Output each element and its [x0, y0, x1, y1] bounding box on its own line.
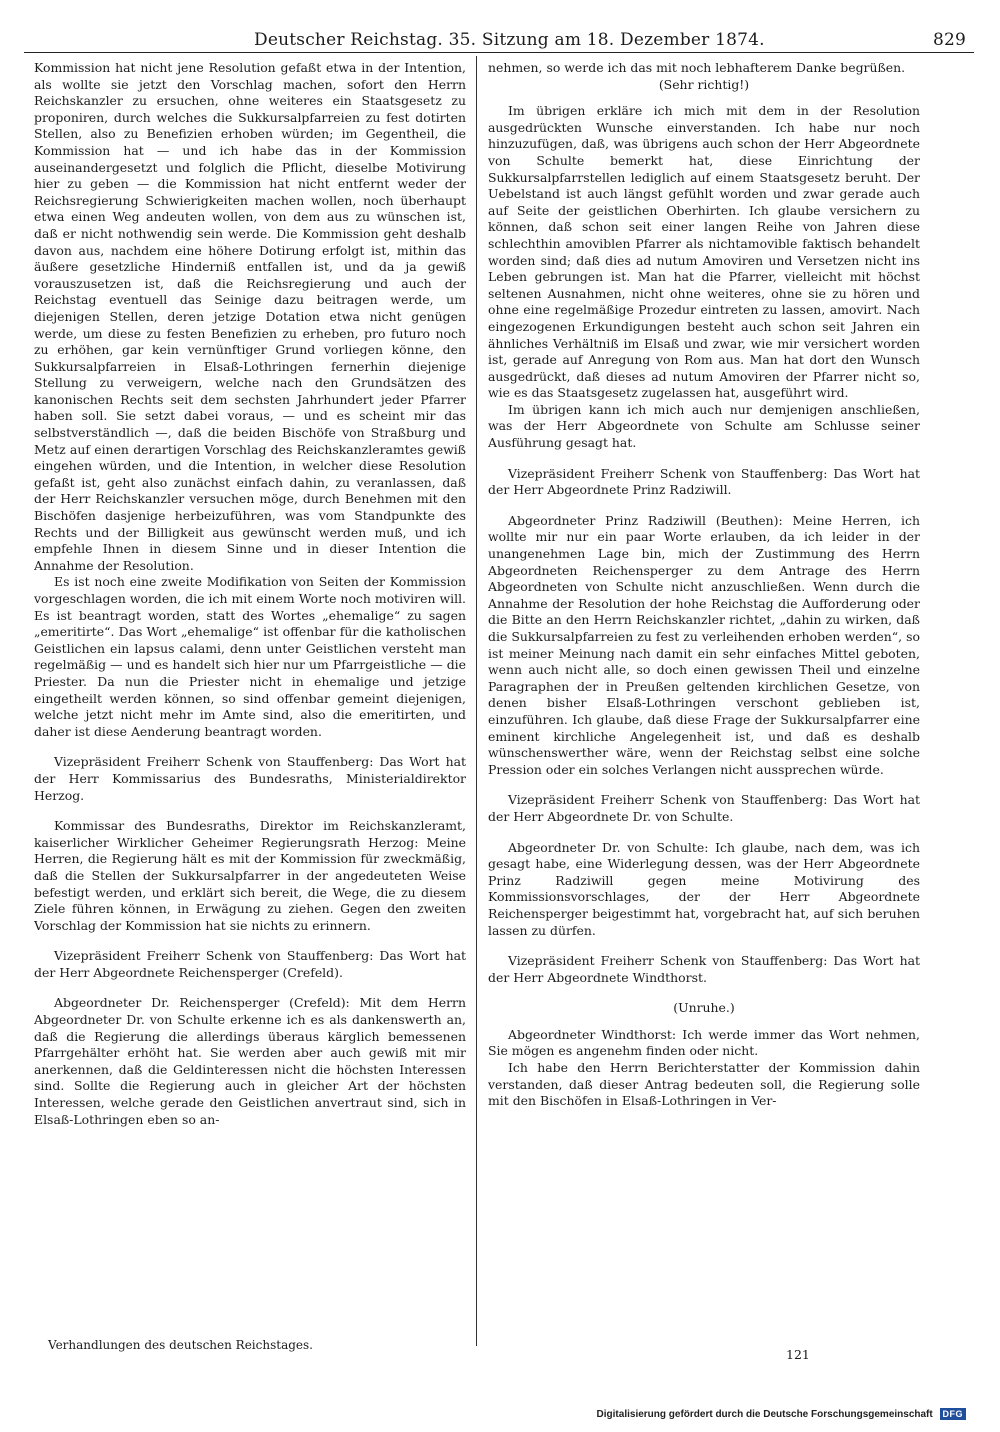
paragraph: Abgeordneter Windthorst: Ich werde immer das Wort nehmen, Sie mögen es angenehm finden oder nicht. — [488, 1026, 920, 1059]
paragraph: Ich habe den Herrn Berichterstatter der Kommission dahin verstanden, daß dieser Antrag bedeuten soll, die Regierung solle mit den Bischöfen in Elsaß-Lothringen in Ver- — [488, 1060, 920, 1109]
speaker-announcement: Vizepräsident Freiherr Schenk von Stauffenberg: Das Wort hat der Herr Abgeordnete Reichensperger (Crefeld). — [34, 948, 466, 980]
digitization-credit — [597, 1408, 966, 1420]
interjection: (Sehr richtig!) — [658, 76, 750, 92]
paragraph: Im übrigen erkläre ich mich mit dem in der Resolution ausgedrückten Wunsche einverstanden. Ich habe nur noch hinzuzufügen, daß, was übrigens auch schon der Herr Abgeordnete von Schulte bemerkt hat, diese Einrichtung der Sukkursalpfarrstellen lediglich auf einem Staatsgesetz beruht. Der Uebelstand ist auch längst gefühlt worden und zwar gerade auch auf Seite der geistlichen Oberhirten. Ich glaube versichern zu können, daß schon seit einer langen Reihe von Jahren diese schlechthin amoviblen Pfarrer als nichtamovible faktisch behandelt worden sind; daß dies ad nutum Amoviren und Versetzen nicht ins Leben gebrungen ist. Man hat die Pfarrer, vielleicht mit höchst seltenen Ausnahmen, nicht ohne weiteres, ohne sie zu hören und ohne eine regelmäßige Prozedur eintreten zu lassen, amovirt. Nach eingezogenen Erkundigungen besteht auch schon seit Jahren ein ähnliches Verhältniß im Elsaß und zwar, wie mir versichert worden ist, gerade auf Anregung von Rom aus. Man hat dort den Wunsch ausgedrückt, daß dieses ad nutum Amoviren der Pfarrer nicht so, wie es das Staatsgesetz zugelassen hat, ausgeführt wird. — [488, 103, 920, 401]
page-header — [24, 28, 974, 53]
paragraph: nehmen, so werde ich das mit noch lebhafterem Danke begrüßen. — [488, 60, 906, 75]
speaker-announcement: Vizepräsident Freiherr Schenk von Stauffenberg: Das Wort hat der Herr Abgeordnete Windthorst. — [488, 953, 920, 985]
speaker-announcement: Vizepräsident Freiherr Schenk von Stauffenberg: Das Wort hat der Herr Abgeordnete Dr. von Schulte. — [488, 792, 920, 824]
paragraph: Kommissar des Bundesraths, Direktor im Reichskanzleramt, kaiserlicher Wirklicher Geheimer Regierungsrath Herzog: Meine Herren, die Regierung hält es mit der Kommission für zweckmäßig, daß die Stellen der Sukkursalpfarrer in der angedeuteten Weise befestigt werden, und erklärt sich bereit, die Wege, die zu diesem Ziele führen können, in Erwägung zu ziehen. Gegen den zweiten Vorschlag der Kommission hat sie nichts zu erinnern. — [34, 818, 466, 933]
left-column — [34, 60, 466, 1360]
running-title: Deutscher Reichstag. 35. Sitzung am 18. Dezember 1874. — [254, 30, 765, 50]
paragraph: Abgeordneter Prinz Radziwill (Beuthen): Meine Herren, ich wollte mir nur ein paar Worte erlauben, da ich leider in der unangenehmen Lage bin, mich der Zustimmung des Herrn Abgeordneten Reichensperger zu dem Antrage des Herrn Abgeordneten von Schulte nicht anzuschließen. Wenn durch die Annahme der Resolution der hohe Reichstag die Aufforderung oder die Bitte an den Herrn Reichskanzler richtet, „dahin zu wirken, daß die Sukkursalpfarreien zu fest zu verleihenden erhoben werden“, so ist meiner Meinung nach damit ein sehr einfaches Mittel geboten, wenn auch nicht alle, so doch einen gewissen Theil und einzelne Paragraphen der in Preußen geltenden kirchlichen Gesetze, von denen bisher Elsaß-Lothringen verschont geblieben ist, einzuführen. Ich glaube, daß diese Frage der Sukkursalpfarrer eine eminent kirchliche Angelegenheit ist, und daß es deshalb wünschenswerther wäre, wenn der Reichstag selbst eine solche Pression oder ein solches Verlangen nicht aussprechen würde. — [488, 512, 920, 777]
paragraph: Im übrigen kann ich mich auch nur demjenigen anschließen, was der Herr Abgeordnete von Schulte am Schlusse seiner Ausführung gesagt hat. — [488, 401, 920, 451]
paragraph: Abgeordneter Dr. von Schulte: Ich glaube, nach dem, was ich gesagt habe, eine Widerlegung dessen, was der Herr Abgeordnete Prinz Radziwill gegen meine Motivirung des Kommissionsvorschlages, der der Herr Abgeordnete Reichensperger beigestimmt hat, vorgebracht hat, auf sich beruhen lassen zu dürfen. — [488, 839, 920, 938]
page-number: 829 — [932, 30, 966, 50]
speaker-announcement: Vizepräsident Freiherr Schenk von Stauffenberg: Das Wort hat der Herr Kommissarius des Bundesraths, Ministerialdirektor Herzog. — [34, 754, 466, 803]
interjection: (Unruhe.) — [673, 1000, 735, 1016]
sheet-signature: 121 — [786, 1347, 810, 1362]
dfg-logo-icon: DFG — [940, 1408, 967, 1420]
paragraph: Abgeordneter Dr. Reichensperger (Crefeld): Mit dem Herrn Abgeordneter Dr. von Schulte erkenne ich es als dankenswerth an, daß die Regierung die allerdings überaus kärglich bemessenen Pfarrgehälter erhöht hat. Sie werden aber auch gewiß mit mir anerkennen, daß die Geldinteressen nicht die höchsten Interessen sind. Sollte die Regierung auch in gleicher Art der höchsten Interessen, welche gerade den Geistlichen anvertraut sind, sich in Elsaß-Lothringen eben so an- — [34, 995, 466, 1127]
credit-text: Digitalisierung gefördert durch die Deutsche Forschungsgemeinschaft — [596, 1409, 933, 1420]
column-divider — [476, 56, 477, 1346]
speaker-announcement: Vizepräsident Freiherr Schenk von Stauffenberg: Das Wort hat der Herr Abgeordnete Prinz Radziwill. — [488, 465, 920, 498]
paragraph: Kommission hat nicht jene Resolution gefaßt etwa in der Intention, als wollte sie jetzt den Vorschlag machen, sofort den Herrn Reichskanzler zu ersuchen, ohne weiteres ein Staatsgesetz zu proponiren, durch welches die Sukkursalpfarreien zu fest dotirten Stellen, also zu Benefizien erhoben würden; im Gegentheil, die Kommission hat — und ich habe das in der Kommission auseinandergesetzt und folglich die Pflicht, dieselbe Motivirung hier zu geben — die Kommission hat nicht entfernt weder der Reichsregierung Schwierigkeiten machen wollen, noch überhaupt etwa einen Weg andeuten wollen, von dem aus zu wünschen ist, daß er nicht nothwendig sein werde. Die Kommission geht deshalb davon aus, nachdem eine höhere Dotirung erfolgt ist, mithin das äußere gesetzliche Hinderniß entfallen ist, und da ja gewiß vorauszusetzen ist, daß die Reichsregierung und auch der Reichstag eventuell das Seinige dazu beitragen werde, um diejenigen Stellen, deren jetzige Dotation etwa nicht genügen werde, um diese zu festen Benefizien zu erheben, pro futuro noch zu erhöhen, gar kein vernünftiger Grund vorliegen könne, den Sukkursalpfarreien in Elsaß-Lothringen fernerhin diejenige Stellung zu verweigern, welche nach den Grundsätzen des kanonischen Rechts seit dem sechsten Jahrhundert jeder Pfarrer haben soll. Sie setzt dabei voraus, — und es scheint mir das selbstverständlich —, daß die beiden Bischöfe von Straßburg und Metz auf einen derartigen Vorschlag des Reichskanzleramtes gewiß eingehen würden, und die Intention, in welcher diese Resolution gefaßt ist, geht also zunächst einfach dahin, zu veranlassen, daß der Herr Reichskanzler versuchen möge, durch Benehmen mit den Bischöfen dasjenige herbeizuführen, was vom Standpunkte des Rechts und der Billigkeit aus gewünscht werden muß, und ich empfehle Ihnen in diesem Sinne und in dieser Intention die Annahme der Resolution. — [34, 60, 466, 573]
footer-source: Verhandlungen des deutschen Reichstages. — [48, 1338, 313, 1352]
right-column — [488, 60, 920, 1360]
paragraph: Es ist noch eine zweite Modifikation von Seiten der Kommission vorgeschlagen worden, die ich mit einem Worte noch motiviren will. Es ist beantragt worden, statt des Wortes „ehemalige“ zu sagen „emeritirte“. Das Wort „ehemalige“ ist offenbar für die katholischen Geistlichen ein lapsus calami, denn unter Geistlichen versteht man regelmäßig — und es handelt sich hier nur um Pfarrgeistliche — die Priester. Da nun die Priester nicht in ehemalige und jetzige eingetheilt werden können, so sind offenbar gemeint diejenigen, welche jetzt nicht mehr im Amte sind, also die emeritirten, und daher ist diese Aenderung beantragt worden. — [34, 574, 466, 739]
